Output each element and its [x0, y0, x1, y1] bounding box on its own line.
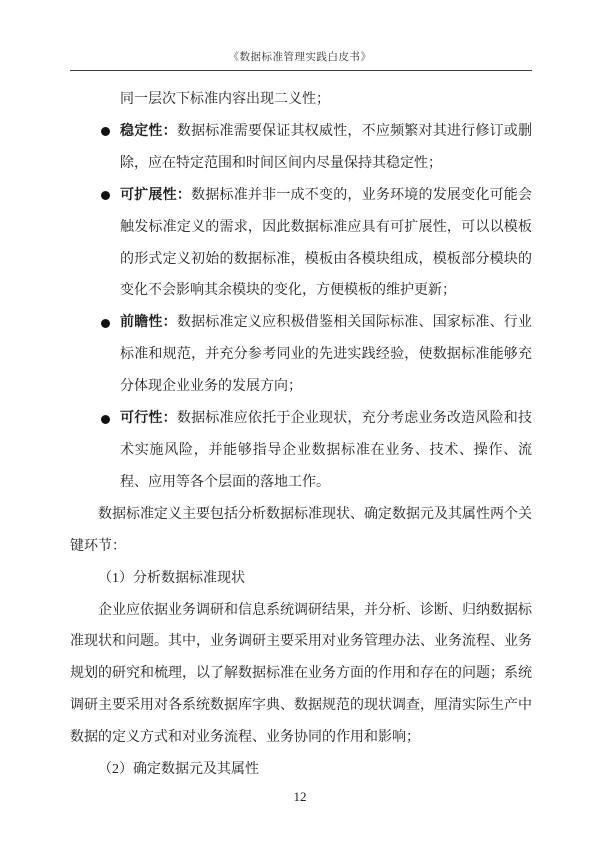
- header-divider: [70, 70, 532, 71]
- bullet-item-foresight: [70, 307, 532, 403]
- bullet-term: 可扩展性：: [120, 187, 192, 203]
- bullet-text: 数据标准需要保证其权威性，不应频繁对其进行修订或删除，应在特定范围和时间区间内尽量保持其稳定性；: [120, 123, 533, 171]
- bullet-item-stability: [70, 116, 532, 180]
- bullet-item-feasibility: [70, 403, 532, 499]
- paragraph-definition-steps: 数据标准定义主要包括分析数据标准现状、确定数据元及其属性两个关键环节：: [70, 506, 532, 554]
- bullet-icon: [101, 415, 110, 424]
- page-content: [70, 84, 532, 786]
- bullet-icon: [101, 191, 110, 200]
- paragraph-step2-heading: （2）确定数据元及其属性: [98, 762, 259, 778]
- paragraph-step1-heading: （1）分析数据标准现状: [98, 570, 245, 586]
- bullet-text: 数据标准应依托于企业现状，充分考虑业务改造风险和技术实施风险，并能够指导企业数据标准在业务、技术、操作、流程、应用等各个层面的落地工作。: [120, 411, 533, 490]
- bullet-icon: [101, 319, 110, 328]
- paragraph-step1-body: 企业应依据业务调研和信息系统调研结果，并分析、诊断、归纳数据标准现状和问题。其中，业务调研主要采用对业务管理办法、业务流程、业务规划的研究和梳理，以了解数据标准在业务方面的作用和存在的问题；系统调研主要采用对各系统数据库字典、数据规范的现状调查，厘清实际生产中数据的定义方式和对业务流程、业务协同的作用和影响；: [70, 602, 532, 746]
- bullet-term: 前瞻性：: [120, 315, 177, 331]
- paragraph-continuation: 同一层次下标准内容出现二义性；: [120, 92, 330, 107]
- header-title: 《数据标准管理实践白皮书》: [228, 52, 372, 63]
- page-footer: [0, 786, 600, 818]
- bullet-term: 可行性：: [120, 411, 177, 427]
- bullet-text: 数据标准并非一成不变的，业务环境的发展变化可能会触发标准定义的需求，因此数据标准应具有可扩展性，可以以模板的形式定义初始的数据标准，模板由各模块组成，模板部分模块的变化不会影响其余模块的变化，方便模板的维护更新；: [120, 187, 533, 299]
- bullet-text: 数据标准定义应积极借鉴相关国际标准、国家标准、行业标准和规范，并充分参考同业的先进实践经验，使数据标准能够充分体现企业业务的发展方向；: [120, 315, 533, 395]
- bullet-term: 稳定性：: [120, 123, 177, 139]
- page-number: 12: [293, 789, 307, 804]
- bullet-item-extensibility: [70, 180, 532, 308]
- bullet-icon: [101, 127, 110, 136]
